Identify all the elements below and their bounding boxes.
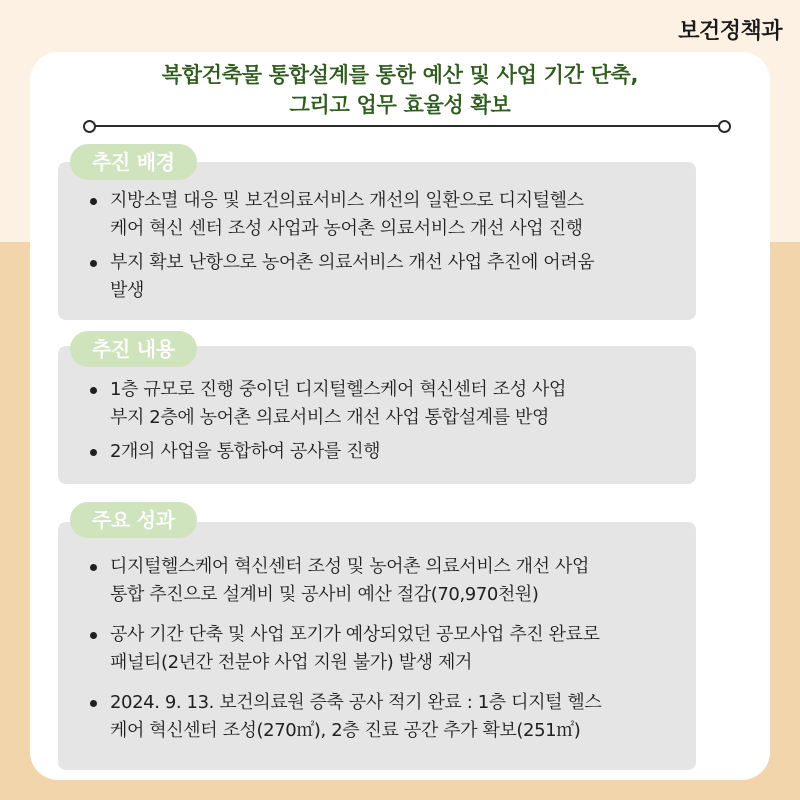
bullet-icon [90,449,97,456]
bullet-icon [90,387,97,394]
list-item-text: 공사 기간 단축 및 사업 포기가 예상되었던 공모사업 추진 완료로 패널티(2년간 전분야 사업 지원 불가) 발생 제거 [110,624,600,673]
list-item-text: 2개의 사업을 통합하여 공사를 진행 [110,441,381,462]
page-title [30,60,770,120]
bullet-icon [90,198,97,205]
divider-end-dot-left [83,120,96,133]
list-item [88,187,688,243]
list-item [88,438,688,466]
section-background-list [88,187,688,305]
list-item-text: 2024. 9. 13. 보건의료원 증축 공사 적기 완료 : 1층 디지털 헬스 케어 혁신센터 조성(270㎡), 2층 진료 공간 추가 확보(251㎡) [110,692,602,741]
department-name: 보건정책과 [678,19,782,44]
section-results-label: 주요 성과 [70,502,197,538]
section-results-list [88,553,688,745]
bullet-icon [90,700,97,707]
list-item-text: 1층 규모로 진행 중이던 디지털헬스케어 혁신센터 조성 사업 부지 2층에 농어촌 의료서비스 개선 사업 통합설계를 반영 [110,379,567,428]
title-line-2: 그리고 업무 효율성 확보 [289,93,511,117]
bullet-icon [90,260,97,267]
list-item [88,553,688,609]
section-content-list [88,376,688,466]
list-item-text: 지방소멸 대응 및 보건의료서비스 개선의 일환으로 디지털헬스 케어 혁신 센터 조성 사업과 농어촌 의료서비스 개선 사업 진행 [110,190,584,239]
title-divider [92,125,724,127]
list-item [88,376,688,432]
list-item [88,621,688,677]
list-item [88,249,688,305]
bullet-icon [90,564,97,571]
title-line-1: 복합건축물 통합설계를 통한 예산 및 사업 기간 단축, [161,63,639,87]
bullet-icon [90,632,97,639]
section-background-label: 추진 배경 [70,144,197,180]
list-item-text: 부지 확보 난항으로 농어촌 의료서비스 개선 사업 추진에 어려움 발생 [110,252,595,301]
list-item-text: 디지털헬스케어 혁신센터 조성 및 농어촌 의료서비스 개선 사업 통합 추진으로 설계비 및 공사비 예산 절감(70,970천원) [110,556,589,605]
list-item [88,689,688,745]
divider-end-dot-right [718,120,731,133]
section-content-label: 추진 내용 [70,331,197,367]
